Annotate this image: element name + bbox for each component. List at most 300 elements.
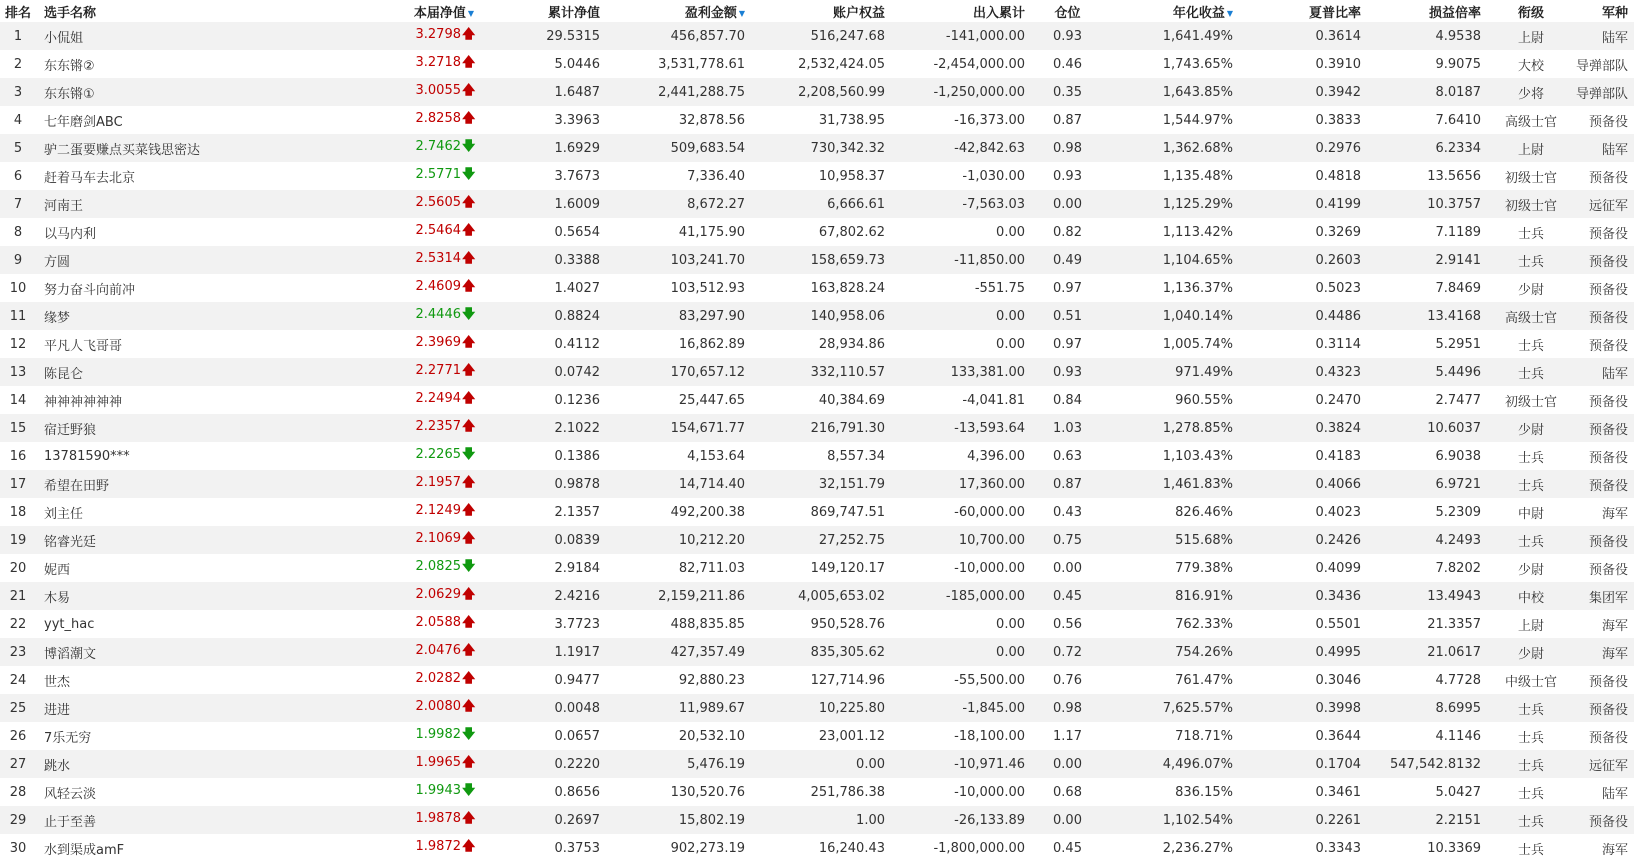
branch-cell: 预备役	[1575, 722, 1634, 750]
pl-ratio-cell: 8.6995	[1367, 694, 1487, 722]
table-row[interactable]	[0, 218, 1634, 246]
nav-cell	[360, 134, 480, 162]
sharpe-cell: 0.2426	[1239, 526, 1367, 554]
player-name-cell[interactable]: 博滔潮文	[36, 638, 360, 666]
annual-cell: 1,005.74%	[1104, 330, 1239, 358]
rank-cell: 20	[0, 554, 36, 582]
annual-cell: 1,461.83%	[1104, 470, 1239, 498]
table-row[interactable]	[0, 778, 1634, 806]
position-cell: 0.98	[1031, 694, 1104, 722]
pl-ratio-cell: 4.1146	[1367, 722, 1487, 750]
pl-ratio-cell: 13.4168	[1367, 302, 1487, 330]
nav-cell	[360, 442, 480, 470]
player-name-cell[interactable]: 努力奋斗向前冲	[36, 274, 360, 302]
rank-cell: 28	[0, 778, 36, 806]
rank-cell: 22	[0, 610, 36, 638]
inout-cell: -60,000.00	[891, 498, 1031, 526]
rank-cell: 29	[0, 806, 36, 834]
equity-cell: 10,225.80	[751, 694, 891, 722]
cum-nav-cell: 0.3753	[480, 834, 606, 862]
table-row[interactable]	[0, 526, 1634, 554]
inout-cell: -26,133.89	[891, 806, 1031, 834]
player-name-cell[interactable]: 平凡人飞哥哥	[36, 330, 360, 358]
table-row[interactable]	[0, 498, 1634, 526]
player-name-cell[interactable]: 七年磨剑ABC	[36, 106, 360, 134]
sharpe-cell: 0.2603	[1239, 246, 1367, 274]
cum-nav-cell: 3.3963	[480, 106, 606, 134]
cum-nav-cell: 0.0657	[480, 722, 606, 750]
branch-cell: 预备役	[1575, 162, 1634, 190]
cum-nav-cell: 2.9184	[480, 554, 606, 582]
nav-value: 2.7462	[415, 139, 461, 154]
rank-title-cell: 少尉	[1487, 274, 1575, 302]
player-name-cell[interactable]: 东东锵②	[36, 50, 360, 78]
arrow-up-icon: 🡅	[462, 419, 476, 434]
sharpe-cell: 0.3942	[1239, 78, 1367, 106]
sort-down-icon[interactable]: ▼	[738, 8, 745, 18]
inout-cell: 0.00	[891, 610, 1031, 638]
player-name-cell[interactable]: 驴二蛋要赚点买菜钱思密达	[36, 134, 360, 162]
nav-cell	[360, 50, 480, 78]
profit-cell: 130,520.76	[606, 778, 751, 806]
inout-cell: 0.00	[891, 638, 1031, 666]
arrow-up-icon: 🡅	[462, 279, 476, 294]
rank-title-cell: 少尉	[1487, 638, 1575, 666]
nav-cell	[360, 218, 480, 246]
nav-value: 1.9965	[415, 755, 461, 770]
position-cell: 0.97	[1031, 330, 1104, 358]
pl-ratio-cell: 10.3757	[1367, 190, 1487, 218]
pl-ratio-cell: 10.3369	[1367, 834, 1487, 862]
inout-cell: 17,360.00	[891, 470, 1031, 498]
header-name[interactable]: 选手名称	[36, 0, 360, 22]
header-equity[interactable]: 账户权益	[751, 0, 891, 22]
arrow-down-icon: 🡇	[462, 139, 476, 154]
arrow-up-icon: 🡅	[462, 755, 476, 770]
nav-value: 2.0080	[415, 699, 461, 714]
profit-cell: 103,241.70	[606, 246, 751, 274]
nav-cell	[360, 190, 480, 218]
cum-nav-cell: 0.4112	[480, 330, 606, 358]
nav-value: 2.0476	[415, 643, 461, 658]
equity-cell: 163,828.24	[751, 274, 891, 302]
inout-cell: 0.00	[891, 330, 1031, 358]
annual-cell: 1,743.65%	[1104, 50, 1239, 78]
branch-cell: 海军	[1575, 610, 1634, 638]
position-cell: 0.45	[1031, 582, 1104, 610]
cum-nav-cell: 5.0446	[480, 50, 606, 78]
player-name-cell[interactable]: 水到渠成amF	[36, 834, 360, 862]
sharpe-cell: 0.3114	[1239, 330, 1367, 358]
arrow-up-icon: 🡅	[462, 811, 476, 826]
arrow-up-icon: 🡅	[462, 671, 476, 686]
pl-ratio-cell: 8.0187	[1367, 78, 1487, 106]
annual-cell: 718.71%	[1104, 722, 1239, 750]
sharpe-cell: 0.3343	[1239, 834, 1367, 862]
equity-cell: 23,001.12	[751, 722, 891, 750]
profit-cell: 5,476.19	[606, 750, 751, 778]
profit-cell: 2,441,288.75	[606, 78, 751, 106]
rank-cell: 17	[0, 470, 36, 498]
cum-nav-cell: 0.0742	[480, 358, 606, 386]
rank-cell: 14	[0, 386, 36, 414]
sharpe-cell: 0.3269	[1239, 218, 1367, 246]
position-cell: 0.93	[1031, 358, 1104, 386]
branch-cell: 预备役	[1575, 666, 1634, 694]
rank-title-cell: 少将	[1487, 78, 1575, 106]
equity-cell: 4,005,653.02	[751, 582, 891, 610]
table-row[interactable]	[0, 610, 1634, 638]
player-name-cell[interactable]: 宿迁野狼	[36, 414, 360, 442]
inout-cell: 0.00	[891, 302, 1031, 330]
branch-cell: 海军	[1575, 498, 1634, 526]
pl-ratio-cell: 7.1189	[1367, 218, 1487, 246]
branch-cell: 预备役	[1575, 246, 1634, 274]
header-inout[interactable]: 出入累计	[891, 0, 1031, 22]
player-name-cell[interactable]: 7乐无穷	[36, 722, 360, 750]
annual-cell: 1,136.37%	[1104, 274, 1239, 302]
player-name-cell[interactable]: 木易	[36, 582, 360, 610]
equity-cell: 40,384.69	[751, 386, 891, 414]
annual-cell: 4,496.07%	[1104, 750, 1239, 778]
cum-nav-cell: 3.7673	[480, 162, 606, 190]
player-name-cell[interactable]: 以马内利	[36, 218, 360, 246]
equity-cell: 2,208,560.99	[751, 78, 891, 106]
branch-cell: 海军	[1575, 638, 1634, 666]
equity-cell: 251,786.38	[751, 778, 891, 806]
equity-cell: 1.00	[751, 806, 891, 834]
cum-nav-cell: 0.0048	[480, 694, 606, 722]
equity-cell: 149,120.17	[751, 554, 891, 582]
player-name-cell[interactable]: 进进	[36, 694, 360, 722]
position-cell: 0.87	[1031, 106, 1104, 134]
pl-ratio-cell: 7.8202	[1367, 554, 1487, 582]
player-name-cell[interactable]: 东东锵①	[36, 78, 360, 106]
inout-cell: -185,000.00	[891, 582, 1031, 610]
player-name-cell[interactable]: 方圆	[36, 246, 360, 274]
player-name-cell[interactable]: 河南王	[36, 190, 360, 218]
nav-value: 2.2357	[415, 419, 461, 434]
rank-cell: 16	[0, 442, 36, 470]
position-cell: 0.43	[1031, 498, 1104, 526]
nav-value: 2.2771	[415, 363, 461, 378]
inout-cell: 133,381.00	[891, 358, 1031, 386]
profit-cell: 82,711.03	[606, 554, 751, 582]
inout-cell: -1,030.00	[891, 162, 1031, 190]
position-cell: 1.17	[1031, 722, 1104, 750]
rank-title-cell: 士兵	[1487, 442, 1575, 470]
nav-cell	[360, 778, 480, 806]
table-row[interactable]	[0, 22, 1634, 50]
table-row[interactable]	[0, 302, 1634, 330]
sharpe-cell: 0.3824	[1239, 414, 1367, 442]
rank-title-cell: 中校	[1487, 582, 1575, 610]
annual-cell: 762.33%	[1104, 610, 1239, 638]
nav-value: 2.3969	[415, 335, 461, 350]
nav-cell	[360, 694, 480, 722]
pl-ratio-cell: 5.2309	[1367, 498, 1487, 526]
position-cell: 0.56	[1031, 610, 1104, 638]
header-branch[interactable]: 军种	[1575, 0, 1634, 22]
rank-title-cell: 上尉	[1487, 22, 1575, 50]
player-name-cell[interactable]: 跳水	[36, 750, 360, 778]
rank-cell: 10	[0, 274, 36, 302]
sort-down-icon[interactable]: ▼	[467, 8, 474, 18]
equity-cell: 950,528.76	[751, 610, 891, 638]
sharpe-cell: 0.5023	[1239, 274, 1367, 302]
table-row[interactable]	[0, 78, 1634, 106]
rank-title-cell: 士兵	[1487, 526, 1575, 554]
header-sharpe[interactable]: 夏普比率	[1239, 0, 1367, 22]
branch-cell: 导弹部队	[1575, 78, 1634, 106]
sharpe-cell: 0.4199	[1239, 190, 1367, 218]
nav-cell	[360, 302, 480, 330]
rank-title-cell: 大校	[1487, 50, 1575, 78]
branch-cell: 预备役	[1575, 302, 1634, 330]
pl-ratio-cell: 5.2951	[1367, 330, 1487, 358]
player-name-cell[interactable]: 止于至善	[36, 806, 360, 834]
equity-cell: 140,958.06	[751, 302, 891, 330]
nav-cell	[360, 834, 480, 862]
annual-cell: 1,278.85%	[1104, 414, 1239, 442]
branch-cell: 预备役	[1575, 806, 1634, 834]
equity-cell: 10,958.37	[751, 162, 891, 190]
pl-ratio-cell: 7.8469	[1367, 274, 1487, 302]
nav-cell	[360, 470, 480, 498]
player-name-cell[interactable]: 陈昆仑	[36, 358, 360, 386]
nav-cell	[360, 638, 480, 666]
rank-title-cell: 上尉	[1487, 134, 1575, 162]
cum-nav-cell: 0.1236	[480, 386, 606, 414]
nav-value: 3.0055	[415, 83, 461, 98]
table-row[interactable]	[0, 750, 1634, 778]
table-row[interactable]	[0, 330, 1634, 358]
sharpe-cell: 0.2261	[1239, 806, 1367, 834]
table-row[interactable]	[0, 386, 1634, 414]
profit-cell: 509,683.54	[606, 134, 751, 162]
arrow-up-icon: 🡅	[462, 111, 476, 126]
nav-value: 2.2494	[415, 391, 461, 406]
player-name-cell[interactable]: 妮西	[36, 554, 360, 582]
sharpe-cell: 0.4323	[1239, 358, 1367, 386]
arrow-down-icon: 🡇	[462, 307, 476, 322]
profit-cell: 456,857.70	[606, 22, 751, 50]
profit-cell: 170,657.12	[606, 358, 751, 386]
equity-cell: 835,305.62	[751, 638, 891, 666]
player-name-cell[interactable]: 神神神神神神	[36, 386, 360, 414]
position-cell: 0.82	[1031, 218, 1104, 246]
table-row[interactable]	[0, 806, 1634, 834]
annual-cell: 7,625.57%	[1104, 694, 1239, 722]
equity-cell: 869,747.51	[751, 498, 891, 526]
table-row[interactable]	[0, 442, 1634, 470]
cum-nav-cell: 2.1357	[480, 498, 606, 526]
inout-cell: -42,842.63	[891, 134, 1031, 162]
player-name-cell[interactable]: 小侃姐	[36, 22, 360, 50]
sharpe-cell: 0.3461	[1239, 778, 1367, 806]
branch-cell: 远征军	[1575, 190, 1634, 218]
table-row[interactable]	[0, 190, 1634, 218]
nav-value: 2.5605	[415, 195, 461, 210]
table-row[interactable]	[0, 106, 1634, 134]
cum-nav-cell: 0.5654	[480, 218, 606, 246]
table-row[interactable]	[0, 638, 1634, 666]
equity-cell: 28,934.86	[751, 330, 891, 358]
table-row[interactable]	[0, 470, 1634, 498]
sharpe-cell: 0.3436	[1239, 582, 1367, 610]
inout-cell: 0.00	[891, 218, 1031, 246]
cum-nav-cell: 0.2220	[480, 750, 606, 778]
rank-title-cell: 士兵	[1487, 722, 1575, 750]
nav-value: 2.5771	[415, 167, 461, 182]
rank-cell: 9	[0, 246, 36, 274]
table-row[interactable]	[0, 274, 1634, 302]
rank-cell: 25	[0, 694, 36, 722]
header-position[interactable]: 仓位	[1031, 0, 1104, 22]
rank-cell: 23	[0, 638, 36, 666]
pl-ratio-cell: 2.9141	[1367, 246, 1487, 274]
branch-cell: 陆军	[1575, 22, 1634, 50]
rank-title-cell: 少尉	[1487, 554, 1575, 582]
position-cell: 0.51	[1031, 302, 1104, 330]
table-row[interactable]	[0, 50, 1634, 78]
nav-cell	[360, 750, 480, 778]
player-name-cell[interactable]: 缘梦	[36, 302, 360, 330]
table-row[interactable]	[0, 246, 1634, 274]
arrow-up-icon: 🡅	[462, 195, 476, 210]
inout-cell: -10,000.00	[891, 554, 1031, 582]
arrow-down-icon: 🡇	[462, 727, 476, 742]
equity-cell: 27,252.75	[751, 526, 891, 554]
annual-cell: 1,641.49%	[1104, 22, 1239, 50]
position-cell: 0.68	[1031, 778, 1104, 806]
rank-title-cell: 初级士官	[1487, 386, 1575, 414]
table-row[interactable]	[0, 162, 1634, 190]
branch-cell: 预备役	[1575, 526, 1634, 554]
sort-down-icon[interactable]: ▼	[1226, 8, 1233, 18]
equity-cell: 31,738.95	[751, 106, 891, 134]
header-pl-ratio[interactable]: 损益倍率	[1367, 0, 1487, 22]
table-row[interactable]	[0, 694, 1634, 722]
position-cell: 0.97	[1031, 274, 1104, 302]
rank-title-cell: 士兵	[1487, 358, 1575, 386]
nav-cell	[360, 358, 480, 386]
pl-ratio-cell: 7.6410	[1367, 106, 1487, 134]
table-row[interactable]	[0, 722, 1634, 750]
nav-cell	[360, 246, 480, 274]
position-cell: 0.00	[1031, 190, 1104, 218]
inout-cell: -551.75	[891, 274, 1031, 302]
rank-title-cell: 中级士官	[1487, 666, 1575, 694]
sharpe-cell: 0.3998	[1239, 694, 1367, 722]
pl-ratio-cell: 6.2334	[1367, 134, 1487, 162]
equity-cell: 67,802.62	[751, 218, 891, 246]
arrow-up-icon: 🡅	[462, 699, 476, 714]
player-name-cell[interactable]: 世杰	[36, 666, 360, 694]
inout-cell: -10,971.46	[891, 750, 1031, 778]
table-row[interactable]	[0, 582, 1634, 610]
pl-ratio-cell: 9.9075	[1367, 50, 1487, 78]
player-name-cell[interactable]: yyt_hac	[36, 610, 360, 638]
table-row[interactable]	[0, 554, 1634, 582]
profit-cell: 14,714.40	[606, 470, 751, 498]
table-row[interactable]	[0, 414, 1634, 442]
header-profit[interactable]: 盈利金额 ▼	[606, 0, 751, 22]
branch-cell: 预备役	[1575, 442, 1634, 470]
position-cell: 0.93	[1031, 162, 1104, 190]
branch-cell: 预备役	[1575, 694, 1634, 722]
pl-ratio-cell: 5.4496	[1367, 358, 1487, 386]
header-nav[interactable]: 本届净值 ▼	[360, 0, 480, 22]
rank-cell: 19	[0, 526, 36, 554]
player-name-cell[interactable]: 13781590***	[36, 442, 360, 470]
equity-cell: 16,240.43	[751, 834, 891, 862]
sharpe-cell: 0.1704	[1239, 750, 1367, 778]
position-cell: 0.75	[1031, 526, 1104, 554]
nav-value: 1.9878	[415, 811, 461, 826]
nav-value: 2.4446	[415, 307, 461, 322]
annual-cell: 1,113.42%	[1104, 218, 1239, 246]
nav-cell	[360, 806, 480, 834]
rank-title-cell: 士兵	[1487, 330, 1575, 358]
position-cell: 0.00	[1031, 806, 1104, 834]
cum-nav-cell: 0.9878	[480, 470, 606, 498]
inout-cell: -4,041.81	[891, 386, 1031, 414]
table-row[interactable]	[0, 666, 1634, 694]
rank-cell: 5	[0, 134, 36, 162]
header-annual[interactable]: 年化收益 ▼	[1104, 0, 1239, 22]
arrow-down-icon: 🡇	[462, 447, 476, 462]
profit-cell: 8,672.27	[606, 190, 751, 218]
arrow-up-icon: 🡅	[462, 83, 476, 98]
nav-cell	[360, 582, 480, 610]
player-name-cell[interactable]: 赶着马车去北京	[36, 162, 360, 190]
nav-cell	[360, 554, 480, 582]
player-name-cell[interactable]: 刘主任	[36, 498, 360, 526]
nav-value: 3.2798	[415, 27, 461, 42]
profit-cell: 488,835.85	[606, 610, 751, 638]
rank-cell: 13	[0, 358, 36, 386]
nav-cell	[360, 722, 480, 750]
player-name-cell[interactable]: 铭睿光廷	[36, 526, 360, 554]
sharpe-cell: 0.4818	[1239, 162, 1367, 190]
sharpe-cell: 0.4099	[1239, 554, 1367, 582]
player-name-cell[interactable]: 风轻云淡	[36, 778, 360, 806]
profit-cell: 16,862.89	[606, 330, 751, 358]
profit-cell: 3,531,778.61	[606, 50, 751, 78]
equity-cell: 6,666.61	[751, 190, 891, 218]
position-cell: 0.63	[1031, 442, 1104, 470]
position-cell: 0.93	[1031, 22, 1104, 50]
cum-nav-cell: 0.8656	[480, 778, 606, 806]
header-rank-title[interactable]: 衔级	[1487, 0, 1575, 22]
position-cell: 0.45	[1031, 834, 1104, 862]
rank-cell: 18	[0, 498, 36, 526]
header-rank[interactable]: 排名	[0, 0, 36, 22]
inout-cell: -7,563.03	[891, 190, 1031, 218]
table-row[interactable]	[0, 358, 1634, 386]
nav-value: 2.5314	[415, 251, 461, 266]
table-row[interactable]	[0, 834, 1634, 862]
table-row[interactable]	[0, 134, 1634, 162]
header-cum-nav[interactable]: 累计净值	[480, 0, 606, 22]
annual-cell: 816.91%	[1104, 582, 1239, 610]
inout-cell: -2,454,000.00	[891, 50, 1031, 78]
player-name-cell[interactable]: 希望在田野	[36, 470, 360, 498]
rank-cell: 8	[0, 218, 36, 246]
profit-cell: 4,153.64	[606, 442, 751, 470]
inout-cell: -141,000.00	[891, 22, 1031, 50]
